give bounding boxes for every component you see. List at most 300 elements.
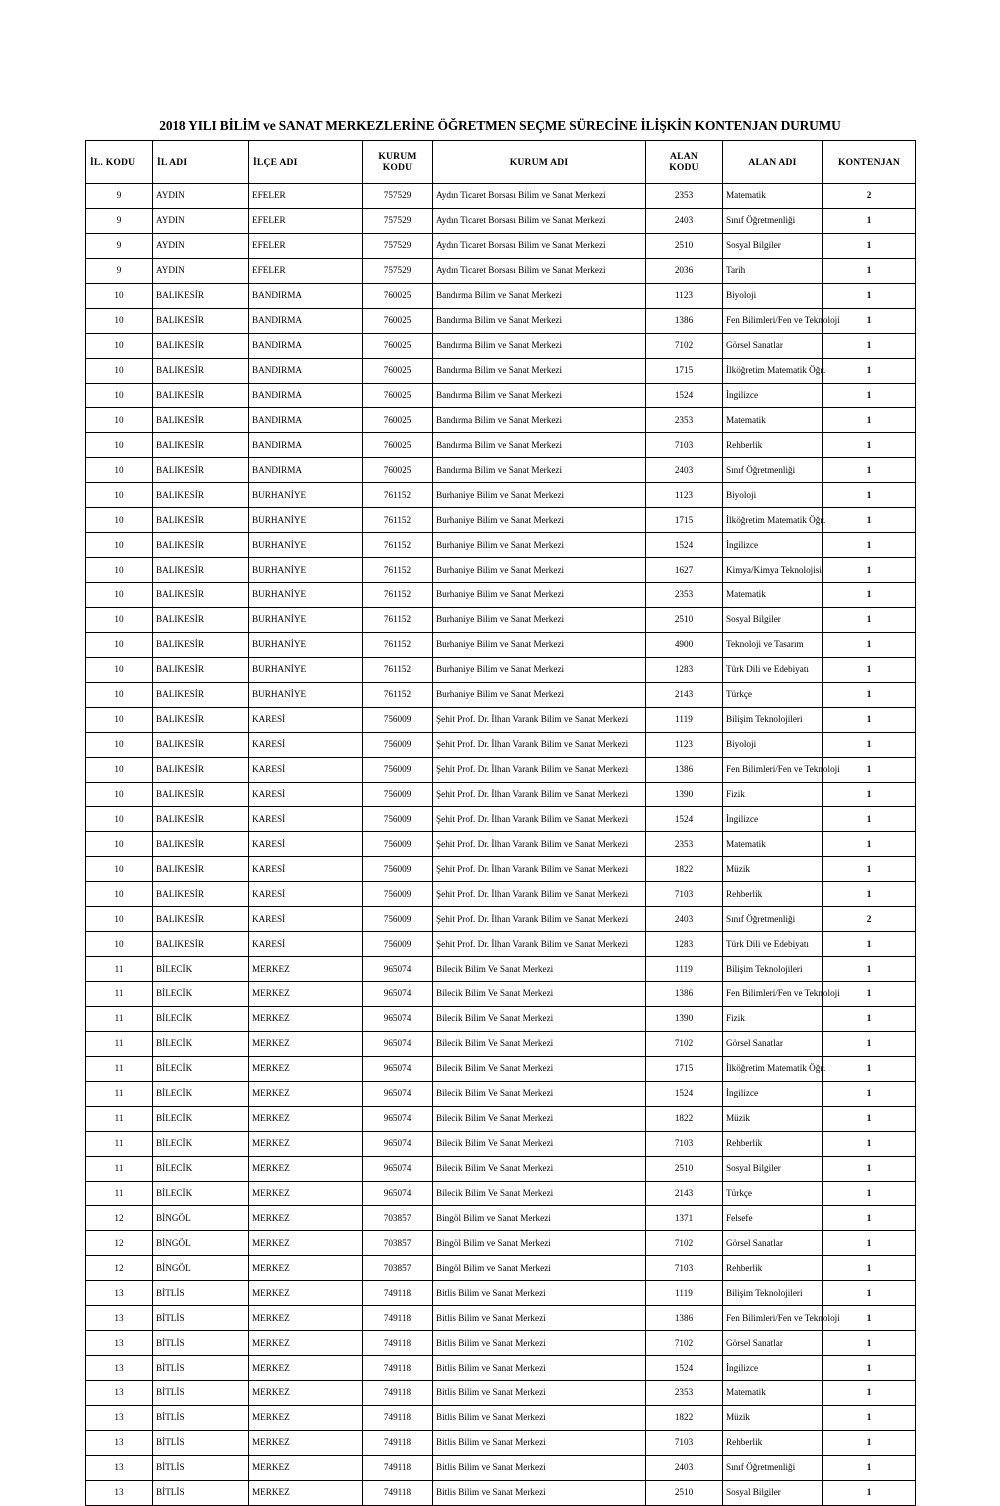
cell-il-adi: BALIKESİR [153,558,249,583]
cell-alan-kodu: 1715 [646,358,723,383]
cell-kontenjan: 1 [823,857,916,882]
table-row [86,1156,916,1181]
cell-alan-adi: Matematik [723,184,823,209]
cell-il-kodu: 10 [86,757,153,782]
cell-kurum-adi: Bilecik Bilim Ve Sanat Merkezi [433,982,646,1007]
cell-kontenjan: 1 [823,1381,916,1406]
column-header-kontenjan: KONTENJAN [823,141,916,184]
cell-ilce-adi: MERKEZ [249,982,363,1007]
cell-alan-adi: Sosyal Bilgiler [723,607,823,632]
cell-ilce-adi: MERKEZ [249,1405,363,1430]
cell-kontenjan: 1 [823,1156,916,1181]
cell-il-kodu: 13 [86,1331,153,1356]
cell-kurum-kodu: 703857 [363,1206,433,1231]
cell-kurum-adi: Bilecik Bilim Ve Sanat Merkezi [433,1131,646,1156]
cell-kurum-kodu: 756009 [363,907,433,932]
cell-ilce-adi: MERKEZ [249,1331,363,1356]
cell-kontenjan: 1 [823,782,916,807]
cell-kontenjan: 1 [823,1206,916,1231]
cell-alan-kodu: 1386 [646,1306,723,1331]
cell-il-adi: BALIKESİR [153,283,249,308]
cell-il-adi: AYDIN [153,208,249,233]
cell-il-adi: BİLECİK [153,1181,249,1206]
table-row [86,433,916,458]
cell-alan-kodu: 1390 [646,782,723,807]
cell-alan-kodu: 1119 [646,707,723,732]
table-row [86,1430,916,1455]
column-header-il-adi: İL ADI [153,141,249,184]
cell-kurum-adi: Burhaniye Bilim ve Sanat Merkezi [433,483,646,508]
cell-kurum-adi: Aydın Ticaret Borsası Bilim ve Sanat Merkezi [433,184,646,209]
cell-il-adi: BİTLİS [153,1331,249,1356]
cell-kontenjan: 1 [823,1006,916,1031]
cell-ilce-adi: BANDIRMA [249,283,363,308]
cell-alan-adi: Rehberlik [723,1256,823,1281]
cell-il-kodu: 10 [86,807,153,832]
cell-kontenjan: 1 [823,533,916,558]
table-row [86,632,916,657]
cell-kurum-adi: Bitlis Bilim ve Sanat Merkezi [433,1356,646,1381]
cell-ilce-adi: KARESİ [249,757,363,782]
cell-alan-adi: Teknoloji ve Tasarım [723,632,823,657]
cell-kurum-adi: Şehit Prof. Dr. İlhan Varank Bilim ve Sanat Merkezi [433,832,646,857]
cell-ilce-adi: BURHANİYE [249,632,363,657]
table-row [86,483,916,508]
cell-alan-kodu: 7102 [646,1231,723,1256]
cell-kurum-kodu: 965074 [363,1131,433,1156]
cell-il-kodu: 10 [86,533,153,558]
cell-alan-adi: Görsel Sanatlar [723,1331,823,1356]
cell-ilce-adi: BURHANİYE [249,508,363,533]
cell-kurum-kodu: 760025 [363,408,433,433]
cell-il-adi: BALIKESİR [153,433,249,458]
cell-alan-kodu: 1822 [646,857,723,882]
cell-alan-adi: Rehberlik [723,433,823,458]
cell-il-kodu: 10 [86,732,153,757]
cell-ilce-adi: KARESİ [249,932,363,957]
page-title: 2018 YILI BİLİM ve SANAT MERKEZLERİNE ÖĞRETMEN SEÇME SÜRECİNE İLİŞKİN KONTENJAN DURUMU [159,118,841,133]
cell-kurum-adi: Bandırma Bilim ve Sanat Merkezi [433,283,646,308]
cell-ilce-adi: MERKEZ [249,1281,363,1306]
cell-kontenjan: 1 [823,957,916,982]
cell-alan-kodu: 1283 [646,932,723,957]
cell-ilce-adi: BANDIRMA [249,433,363,458]
table-row [86,333,916,358]
cell-kontenjan: 1 [823,508,916,533]
cell-kurum-adi: Burhaniye Bilim ve Sanat Merkezi [433,508,646,533]
cell-il-kodu: 10 [86,308,153,333]
table-row [86,458,916,483]
cell-kontenjan: 1 [823,283,916,308]
cell-ilce-adi: EFELER [249,184,363,209]
table-row [86,1455,916,1480]
cell-alan-adi: Bilişim Teknolojileri [723,957,823,982]
cell-kurum-kodu: 756009 [363,932,433,957]
cell-il-kodu: 10 [86,682,153,707]
cell-alan-adi: Rehberlik [723,1430,823,1455]
cell-kurum-kodu: 760025 [363,283,433,308]
cell-alan-kodu: 1627 [646,558,723,583]
cell-alan-kodu: 2353 [646,583,723,608]
cell-alan-adi: Sosyal Bilgiler [723,233,823,258]
cell-ilce-adi: KARESİ [249,907,363,932]
cell-alan-kodu: 1390 [646,1006,723,1031]
cell-il-kodu: 11 [86,1006,153,1031]
cell-kurum-kodu: 756009 [363,732,433,757]
cell-alan-adi: Müzik [723,1405,823,1430]
cell-il-kodu: 10 [86,932,153,957]
cell-il-kodu: 10 [86,333,153,358]
cell-alan-adi: İngilizce [723,383,823,408]
cell-il-adi: BALIKESİR [153,832,249,857]
cell-kurum-kodu: 756009 [363,857,433,882]
cell-kurum-kodu: 756009 [363,807,433,832]
cell-kurum-kodu: 756009 [363,832,433,857]
cell-kurum-adi: Bilecik Bilim Ve Sanat Merkezi [433,1181,646,1206]
cell-kurum-kodu: 965074 [363,1106,433,1131]
cell-ilce-adi: BURHANİYE [249,558,363,583]
cell-il-adi: BİLECİK [153,1131,249,1156]
column-header-alan-adi: ALAN ADI [723,141,823,184]
cell-kurum-kodu: 703857 [363,1231,433,1256]
cell-alan-kodu: 1283 [646,657,723,682]
table-row [86,1056,916,1081]
table-row [86,807,916,832]
cell-ilce-adi: MERKEZ [249,1031,363,1056]
cell-alan-kodu: 1123 [646,283,723,308]
cell-kontenjan: 1 [823,333,916,358]
cell-alan-adi: Rehberlik [723,882,823,907]
cell-ilce-adi: BURHANİYE [249,583,363,608]
table-row [86,1381,916,1406]
cell-kurum-kodu: 965074 [363,1056,433,1081]
cell-kurum-kodu: 749118 [363,1430,433,1455]
cell-kurum-kodu: 760025 [363,308,433,333]
column-header-ilce-adi: İLÇE ADI [249,141,363,184]
cell-il-kodu: 10 [86,857,153,882]
column-header-alan-kodu [646,141,723,184]
cell-ilce-adi: BURHANİYE [249,483,363,508]
cell-il-kodu: 9 [86,184,153,209]
cell-kontenjan: 1 [823,732,916,757]
cell-il-kodu: 9 [86,258,153,283]
cell-il-adi: AYDIN [153,258,249,283]
cell-ilce-adi: MERKEZ [249,1081,363,1106]
cell-ilce-adi: BANDIRMA [249,333,363,358]
cell-kurum-kodu: 756009 [363,757,433,782]
cell-kurum-adi: Burhaniye Bilim ve Sanat Merkezi [433,632,646,657]
cell-alan-kodu: 1822 [646,1106,723,1131]
cell-kontenjan: 1 [823,1031,916,1056]
cell-alan-kodu: 2353 [646,1381,723,1406]
cell-alan-kodu: 1119 [646,1281,723,1306]
cell-kontenjan: 1 [823,558,916,583]
cell-alan-adi: Kimya/Kimya Teknolojisi [723,558,823,583]
cell-kurum-kodu: 761152 [363,533,433,558]
cell-il-adi: BİTLİS [153,1480,249,1505]
cell-alan-adi: Fizik [723,782,823,807]
cell-alan-kodu: 2036 [646,258,723,283]
cell-ilce-adi: KARESİ [249,882,363,907]
cell-kurum-adi: Bitlis Bilim ve Sanat Merkezi [433,1306,646,1331]
cell-il-adi: BALIKESİR [153,807,249,832]
table-row [86,184,916,209]
cell-alan-kodu: 1371 [646,1206,723,1231]
cell-kurum-adi: Bandırma Bilim ve Sanat Merkezi [433,358,646,383]
cell-il-adi: BİTLİS [153,1430,249,1455]
cell-kurum-kodu: 760025 [363,458,433,483]
cell-kurum-kodu: 703857 [363,1256,433,1281]
cell-alan-adi: Bilişim Teknolojileri [723,707,823,732]
cell-il-adi: BİLECİK [153,1031,249,1056]
cell-kurum-kodu: 761152 [363,607,433,632]
cell-ilce-adi: BURHANİYE [249,607,363,632]
cell-il-kodu: 11 [86,1056,153,1081]
table-row [86,233,916,258]
cell-kurum-adi: Şehit Prof. Dr. İlhan Varank Bilim ve Sanat Merkezi [433,907,646,932]
table-row [86,1480,916,1505]
table-row [86,707,916,732]
cell-ilce-adi: BANDIRMA [249,458,363,483]
cell-alan-kodu: 1123 [646,483,723,508]
cell-il-adi: BİNGÖL [153,1231,249,1256]
cell-kurum-kodu: 761152 [363,682,433,707]
cell-kontenjan: 1 [823,707,916,732]
cell-kontenjan: 1 [823,1405,916,1430]
table-row [86,607,916,632]
cell-il-adi: BİTLİS [153,1405,249,1430]
cell-kontenjan: 1 [823,807,916,832]
cell-kontenjan: 1 [823,1056,916,1081]
cell-ilce-adi: MERKEZ [249,1306,363,1331]
cell-kontenjan: 1 [823,1331,916,1356]
column-header-il-kodu: İL. KODU [86,141,153,184]
cell-alan-adi: Fizik [723,1006,823,1031]
cell-il-kodu: 11 [86,1156,153,1181]
cell-kurum-kodu: 756009 [363,782,433,807]
cell-kontenjan: 1 [823,657,916,682]
table-row [86,583,916,608]
table-row [86,1256,916,1281]
cell-il-kodu: 9 [86,233,153,258]
cell-il-kodu: 11 [86,1131,153,1156]
cell-il-adi: BİNGÖL [153,1206,249,1231]
cell-il-adi: BALIKESİR [153,358,249,383]
cell-kontenjan: 1 [823,258,916,283]
cell-alan-kodu: 7103 [646,1256,723,1281]
cell-il-kodu: 9 [86,208,153,233]
table-row [86,957,916,982]
cell-ilce-adi: BURHANİYE [249,533,363,558]
cell-kurum-adi: Bitlis Bilim ve Sanat Merkezi [433,1405,646,1430]
cell-kontenjan: 1 [823,1081,916,1106]
cell-kontenjan: 1 [823,1181,916,1206]
table-row [86,1231,916,1256]
cell-kontenjan: 1 [823,757,916,782]
cell-kurum-kodu: 749118 [363,1405,433,1430]
cell-kurum-kodu: 760025 [363,333,433,358]
cell-ilce-adi: MERKEZ [249,1231,363,1256]
cell-kurum-kodu: 749118 [363,1331,433,1356]
cell-kurum-kodu: 757529 [363,258,433,283]
table-row [86,308,916,333]
cell-ilce-adi: BANDIRMA [249,358,363,383]
cell-ilce-adi: KARESİ [249,857,363,882]
cell-alan-adi: İlköğretim Matematik Öğr. [723,1056,823,1081]
cell-il-adi: BİTLİS [153,1381,249,1406]
cell-alan-kodu: 1386 [646,308,723,333]
table-row [86,1181,916,1206]
cell-kurum-kodu: 761152 [363,558,433,583]
cell-alan-kodu: 7103 [646,1430,723,1455]
cell-kurum-kodu: 965074 [363,1081,433,1106]
cell-kurum-adi: Bitlis Bilim ve Sanat Merkezi [433,1430,646,1455]
cell-ilce-adi: MERKEZ [249,1056,363,1081]
cell-alan-kodu: 2510 [646,233,723,258]
cell-alan-adi: Bilişim Teknolojileri [723,1281,823,1306]
table-row [86,208,916,233]
cell-kurum-adi: Burhaniye Bilim ve Sanat Merkezi [433,558,646,583]
cell-il-adi: BALIKESİR [153,408,249,433]
cell-kurum-kodu: 761152 [363,583,433,608]
cell-kurum-kodu: 757529 [363,208,433,233]
cell-kurum-adi: Şehit Prof. Dr. İlhan Varank Bilim ve Sanat Merkezi [433,932,646,957]
cell-alan-kodu: 1123 [646,732,723,757]
cell-il-kodu: 10 [86,408,153,433]
cell-il-kodu: 10 [86,607,153,632]
table-row [86,1081,916,1106]
table-row [86,383,916,408]
cell-kontenjan: 1 [823,408,916,433]
column-header-kurum-adi: KURUM ADI [433,141,646,184]
cell-il-kodu: 10 [86,433,153,458]
cell-kurum-adi: Bandırma Bilim ve Sanat Merkezi [433,333,646,358]
column-header-kurum-kodu-line1: KURUM [378,151,417,162]
cell-il-kodu: 13 [86,1430,153,1455]
cell-alan-kodu: 2353 [646,408,723,433]
cell-alan-kodu: 2353 [646,832,723,857]
cell-alan-kodu: 1524 [646,1081,723,1106]
cell-alan-adi: Sosyal Bilgiler [723,1480,823,1505]
table-row [86,1031,916,1056]
cell-il-kodu: 10 [86,458,153,483]
cell-il-adi: BALIKESİR [153,508,249,533]
cell-kurum-adi: Bandırma Bilim ve Sanat Merkezi [433,308,646,333]
cell-kurum-kodu: 761152 [363,657,433,682]
cell-alan-adi: Sınıf Öğretmenliği [723,907,823,932]
cell-kontenjan: 1 [823,1256,916,1281]
cell-alan-kodu: 1524 [646,383,723,408]
table-row [86,982,916,1007]
cell-il-kodu: 10 [86,583,153,608]
cell-alan-kodu: 2510 [646,1480,723,1505]
cell-il-kodu: 10 [86,358,153,383]
cell-il-adi: BALIKESİR [153,707,249,732]
cell-ilce-adi: KARESİ [249,732,363,757]
cell-kontenjan: 1 [823,1306,916,1331]
cell-ilce-adi: MERKEZ [249,1455,363,1480]
cell-il-kodu: 13 [86,1405,153,1430]
cell-alan-adi: Tarih [723,258,823,283]
cell-il-adi: BALIKESİR [153,632,249,657]
cell-il-kodu: 10 [86,907,153,932]
cell-alan-kodu: 1822 [646,1405,723,1430]
table-row [86,1405,916,1430]
table-row [86,657,916,682]
cell-kurum-kodu: 749118 [363,1306,433,1331]
table-row [86,782,916,807]
cell-ilce-adi: BURHANİYE [249,682,363,707]
cell-alan-adi: Matematik [723,1381,823,1406]
cell-alan-kodu: 2353 [646,184,723,209]
cell-kontenjan: 1 [823,682,916,707]
cell-kontenjan: 1 [823,1231,916,1256]
cell-il-adi: BİLECİK [153,1106,249,1131]
cell-il-adi: AYDIN [153,233,249,258]
cell-alan-adi: Müzik [723,1106,823,1131]
cell-alan-adi: Fen Bilimleri/Fen ve Teknoloji [723,982,823,1007]
cell-kurum-adi: Şehit Prof. Dr. İlhan Varank Bilim ve Sanat Merkezi [433,807,646,832]
cell-kontenjan: 1 [823,932,916,957]
cell-ilce-adi: BURHANİYE [249,657,363,682]
cell-il-kodu: 10 [86,657,153,682]
cell-il-kodu: 13 [86,1480,153,1505]
cell-alan-adi: Fen Bilimleri/Fen ve Teknoloji [723,757,823,782]
cell-il-adi: BİTLİS [153,1455,249,1480]
column-header-kurum-kodu-line2: KODU [382,162,413,173]
cell-ilce-adi: MERKEZ [249,1480,363,1505]
cell-alan-kodu: 2143 [646,682,723,707]
cell-alan-adi: Biyoloji [723,283,823,308]
cell-kurum-adi: Bilecik Bilim Ve Sanat Merkezi [433,1081,646,1106]
cell-il-adi: BALIKESİR [153,533,249,558]
cell-kurum-kodu: 757529 [363,184,433,209]
cell-alan-kodu: 2403 [646,1455,723,1480]
cell-alan-adi: İngilizce [723,533,823,558]
cell-kurum-kodu: 761152 [363,632,433,657]
cell-kontenjan: 1 [823,233,916,258]
cell-kurum-adi: Şehit Prof. Dr. İlhan Varank Bilim ve Sanat Merkezi [433,782,646,807]
cell-kontenjan: 1 [823,607,916,632]
cell-alan-kodu: 1524 [646,1356,723,1381]
cell-il-kodu: 10 [86,383,153,408]
cell-il-kodu: 13 [86,1281,153,1306]
cell-kontenjan: 1 [823,433,916,458]
table-row [86,1106,916,1131]
cell-ilce-adi: MERKEZ [249,1131,363,1156]
cell-kurum-adi: Burhaniye Bilim ve Sanat Merkezi [433,657,646,682]
cell-kurum-adi: Bandırma Bilim ve Sanat Merkezi [433,408,646,433]
cell-alan-kodu: 1715 [646,508,723,533]
cell-kurum-kodu: 760025 [363,383,433,408]
cell-ilce-adi: MERKEZ [249,1256,363,1281]
cell-ilce-adi: EFELER [249,258,363,283]
cell-il-kodu: 10 [86,508,153,533]
cell-kurum-kodu: 965074 [363,982,433,1007]
cell-kurum-kodu: 749118 [363,1356,433,1381]
cell-kontenjan: 1 [823,882,916,907]
cell-il-kodu: 10 [86,832,153,857]
cell-il-kodu: 10 [86,707,153,732]
cell-il-adi: BALIKESİR [153,682,249,707]
cell-il-kodu: 11 [86,1081,153,1106]
table-row [86,882,916,907]
cell-kurum-kodu: 749118 [363,1480,433,1505]
cell-alan-kodu: 7103 [646,1131,723,1156]
cell-il-kodu: 11 [86,1106,153,1131]
cell-il-adi: BALIKESİR [153,732,249,757]
table-row [86,832,916,857]
